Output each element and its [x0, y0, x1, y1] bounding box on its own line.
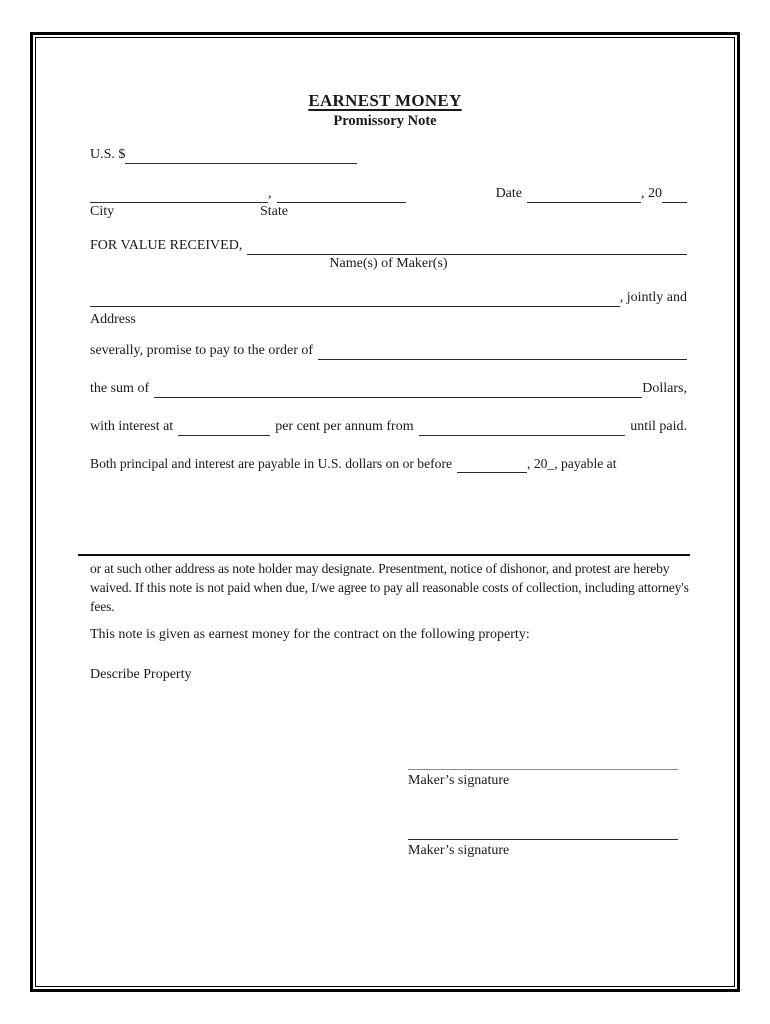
sum-input-line[interactable] — [154, 384, 642, 398]
address-input-line[interactable] — [90, 293, 620, 307]
signature-block-1 — [408, 769, 678, 790]
divider-rule — [78, 554, 690, 556]
amount-prefix-label: U.S. $ — [90, 147, 126, 162]
date-label: Date — [495, 186, 522, 201]
for-value-label: FOR VALUE RECEIVED, — [90, 238, 243, 253]
interest-prefix-label: with interest at — [90, 419, 174, 434]
state-label: State — [260, 204, 288, 219]
address-label: Address — [90, 312, 136, 327]
year-input-line[interactable] — [662, 189, 687, 203]
payable-row — [90, 455, 616, 473]
maker-names-input-line[interactable] — [247, 241, 687, 255]
amount-input-line[interactable] — [125, 150, 357, 164]
interest-mid-label: per cent per annum from — [275, 419, 414, 434]
dollars-suffix-label: Dollars, — [642, 381, 687, 396]
maker1-signature-label: Maker’s signature — [408, 773, 510, 788]
date-input-line[interactable] — [527, 189, 641, 203]
sum-row — [90, 380, 687, 398]
maker1-signature-input-line[interactable] — [408, 769, 678, 770]
order-clause-label: severally, promise to pay to the order of — [90, 343, 314, 358]
city-label: City — [90, 204, 115, 219]
date-year-prefix: , 20 — [641, 186, 662, 201]
order-row — [90, 342, 687, 360]
interest-suffix-label: until paid. — [630, 419, 687, 434]
earnest-clause-label: This note is given as earnest money for the contract on the following property: — [90, 627, 530, 642]
maker2-signature-input-line[interactable] — [408, 839, 678, 840]
earnest-clause-row — [90, 626, 530, 644]
interest-rate-input-line[interactable] — [178, 422, 270, 436]
describe-property-label: Describe Property — [90, 667, 192, 682]
payable-prefix-label: Both principal and interest are payable in U.S. dollars on or before — [90, 456, 453, 471]
interest-date-input-line[interactable] — [419, 422, 626, 436]
document-title: EARNEST MONEY — [308, 91, 462, 110]
document-subtitle: Promissory Note — [333, 113, 437, 129]
title-block — [36, 91, 734, 111]
city-state-separator: , — [268, 186, 272, 201]
payable-suffix-label: , 20_, payable at — [527, 456, 617, 471]
interest-row — [90, 418, 687, 436]
for-value-row — [90, 237, 687, 255]
sum-prefix-label: the sum of — [90, 381, 150, 396]
city-state-date-row — [90, 185, 687, 203]
address-row — [90, 289, 687, 307]
makers-caption: Name(s) of Maker(s) — [329, 256, 448, 271]
payee-input-line[interactable] — [318, 346, 687, 360]
jointly-suffix-label: , jointly and — [619, 290, 687, 305]
page-border-outer — [30, 32, 740, 992]
state-input-line[interactable] — [277, 189, 406, 203]
property-row — [90, 666, 191, 684]
address-clause-paragraph: or at such other address as note holder may designate. Presentment, notice of dishonor, and protest are hereby waived. If this note is not paid when due, I/we agree to pay all reasonable costs of collection, including attorney's fees. — [90, 561, 689, 614]
due-date-input-line[interactable] — [457, 459, 527, 473]
amount-row — [90, 146, 687, 164]
signature-block-2 — [408, 839, 678, 860]
maker2-signature-label: Maker’s signature — [408, 843, 510, 858]
subtitle-block — [36, 113, 734, 130]
city-input-line[interactable] — [90, 189, 268, 203]
page-border-inner — [35, 37, 735, 987]
